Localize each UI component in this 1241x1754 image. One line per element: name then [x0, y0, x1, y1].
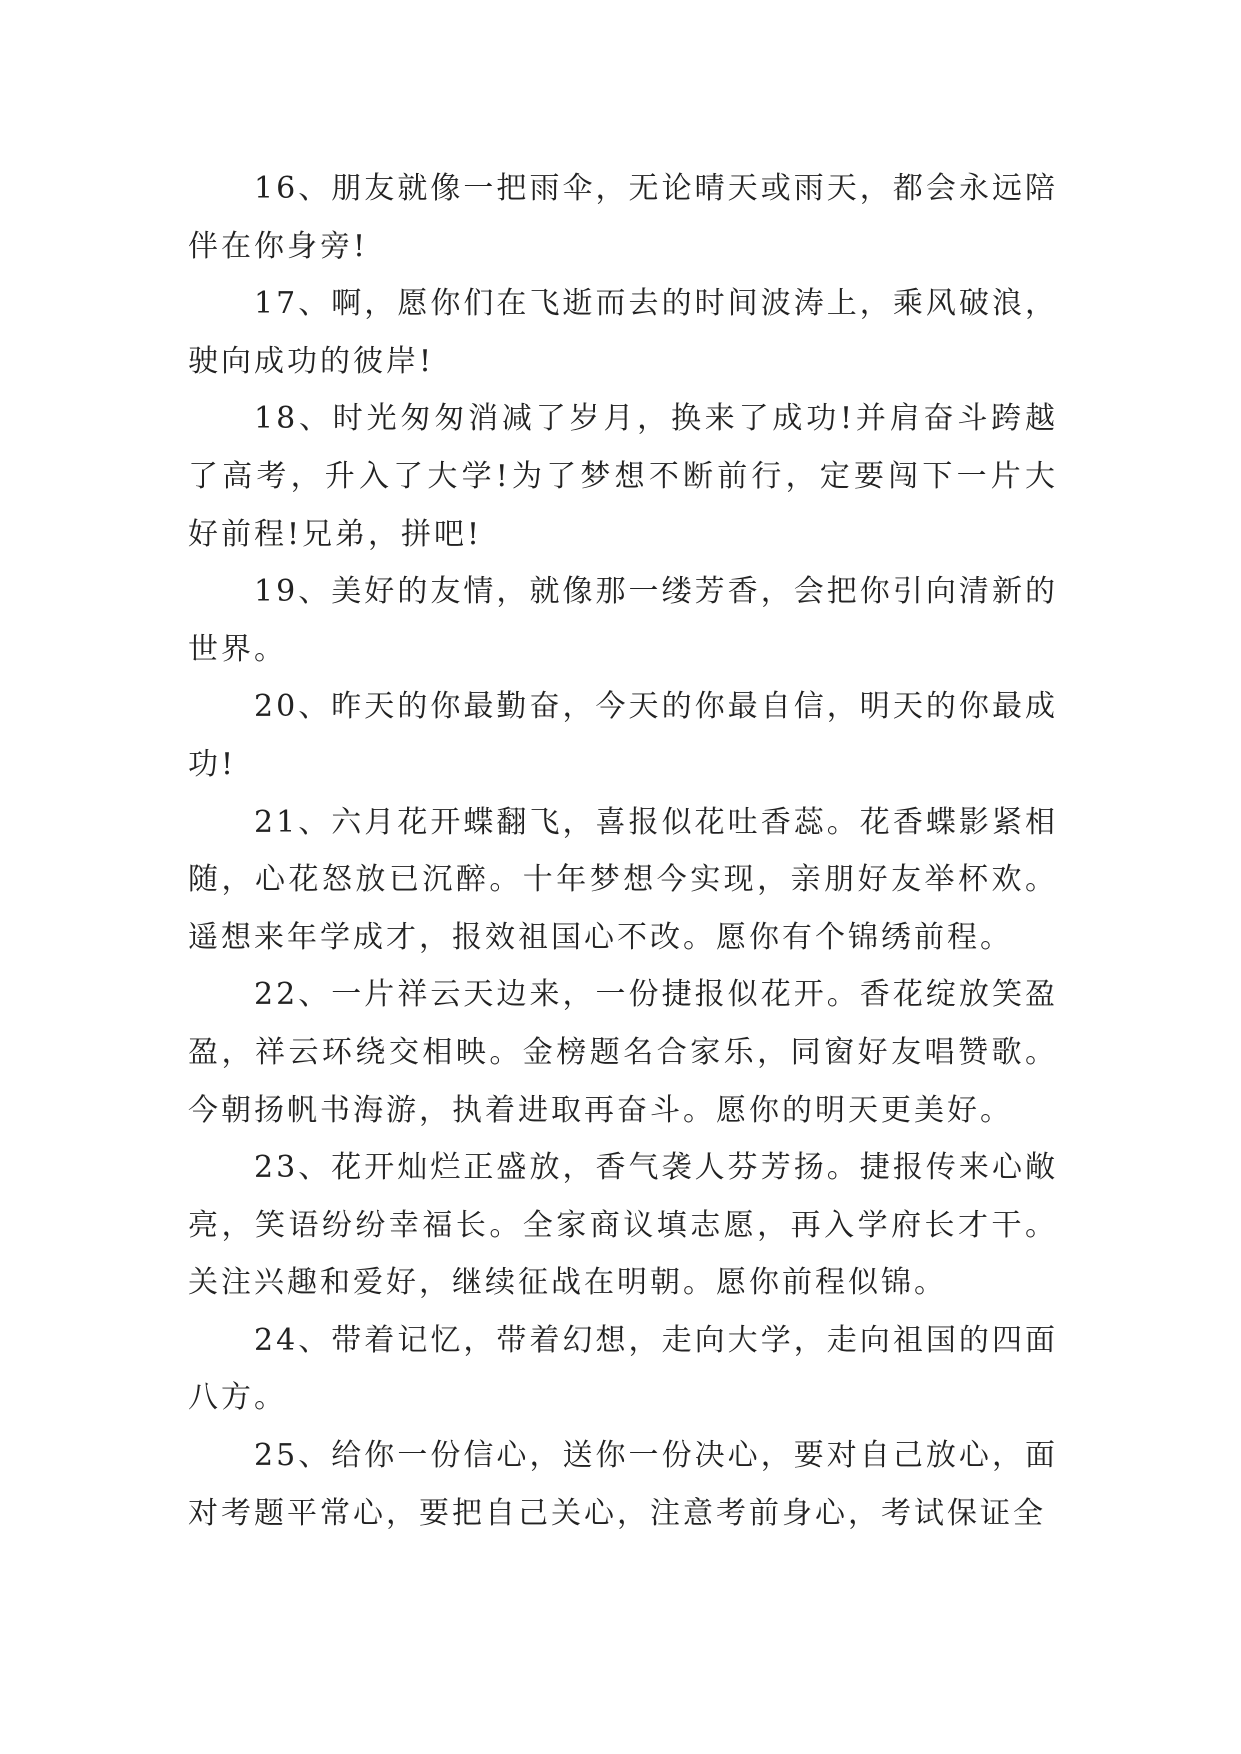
paragraph-24: 24、带着记忆，带着幻想，走向大学，走向祖国的四面八方。 — [188, 1322, 1058, 1416]
paragraph-25: 25、给你一份信心，送你一份决心，要对自己放心，面对考题平常心，要把自己关心，注意考前身心，考试保证全 — [188, 1438, 1058, 1531]
document-body — [188, 160, 1058, 1542]
paragraph-18: 18、时光匆匆消减了岁月，换来了成功!并肩奋斗跨越了高考，升入了大学!为了梦想不断前行，定要闯下一片大好前程!兄弟，拼吧! — [188, 401, 1058, 552]
paragraph-17: 17、啊，愿你们在飞逝而去的时间波涛上，乘风破浪，驶向成功的彼岸! — [188, 286, 1058, 379]
paragraph-16: 16、朋友就像一把雨伞，无论晴天或雨天，都会永远陪伴在你身旁! — [188, 171, 1058, 264]
paragraph-22: 22、一片祥云天边来，一份捷报似花开。香花绽放笑盈盈，祥云环绕交相映。金榜题名合家乐，同窗好友唱赞歌。今朝扬帆书海游，执着进取再奋斗。愿你的明天更美好。 — [188, 977, 1058, 1128]
paragraph-23: 23、花开灿烂正盛放，香气袭人芬芳扬。捷报传来心敞亮，笑语纷纷幸福长。全家商议填志愿，再入学府长才干。关注兴趣和爱好，继续征战在明朝。愿你前程似锦。 — [188, 1150, 1058, 1301]
paragraph-19: 19、美好的友情，就像那一缕芳香，会把你引向清新的世界。 — [188, 574, 1058, 667]
paragraph-21: 21、六月花开蝶翻飞，喜报似花吐香蕊。花香蝶影紧相随，心花怒放已沉醉。十年梦想今实现，亲朋好友举杯欢。遥想来年学成才，报效祖国心不改。愿你有个锦绣前程。 — [188, 804, 1058, 955]
paragraph-20: 20、昨天的你最勤奋，今天的你最自信，明天的你最成功! — [188, 689, 1058, 782]
